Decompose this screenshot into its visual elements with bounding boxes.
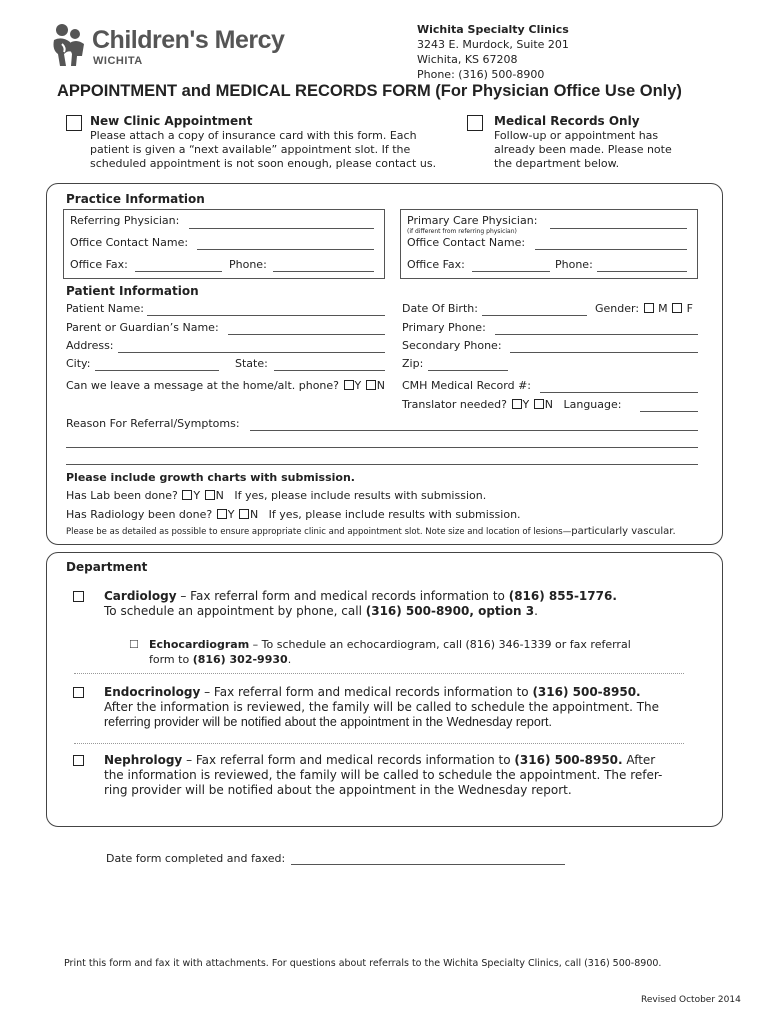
reason-field-line1[interactable] xyxy=(250,430,698,431)
new-clinic-description xyxy=(90,129,436,171)
cmh-record-label: CMH Medical Record #: xyxy=(402,379,532,392)
endo-line2: After the information is reviewed, the family will be called to schedule the appointment. The xyxy=(104,700,660,714)
new-clinic-desc-line: scheduled appointment is not soon enough, please contact us. xyxy=(90,157,437,170)
lab-note: If yes, please include results with submission. xyxy=(234,489,487,502)
yes-label: Y xyxy=(227,508,235,521)
office-contact-field-left[interactable] xyxy=(197,249,374,250)
gender-label: Gender: xyxy=(595,302,640,315)
new-clinic-label: New Clinic Appointment xyxy=(90,114,253,128)
translator-no-checkbox[interactable] xyxy=(534,399,544,409)
radiology-note: If yes, please include results with submission. xyxy=(268,508,521,521)
no-label: N xyxy=(249,508,259,521)
echo-name: Echocardiogram xyxy=(149,638,250,651)
childrens-mercy-logo xyxy=(50,22,86,68)
echo-text: – To schedule an echocardiogram, call (816) 346-1339 or fax referral xyxy=(249,638,631,651)
office-contact-label-left: Office Contact Name: xyxy=(70,236,189,249)
zip-label: Zip: xyxy=(402,357,424,370)
lab-yes-checkbox[interactable] xyxy=(182,490,192,500)
phone-label-right: Phone: xyxy=(555,258,593,271)
form-title: APPOINTMENT and MEDICAL RECORDS FORM (For Physician Office Use Only) xyxy=(57,82,682,100)
endo-line3: referring provider will be notified about the appointment in the Wednesday report. xyxy=(104,715,552,729)
cardiology-checkbox[interactable] xyxy=(73,591,84,602)
gender-m-checkbox[interactable] xyxy=(644,303,654,313)
endo-text: – Fax referral form and medical records information to xyxy=(200,685,533,699)
no-label: N xyxy=(376,379,385,392)
medical-records-label: Medical Records Only xyxy=(494,114,640,128)
cardiology-fax: (816) 855-1776. xyxy=(508,589,617,603)
clinic-address-block xyxy=(417,22,569,82)
growth-charts-note: Please include growth charts with submission. xyxy=(66,471,355,484)
phone-field-right[interactable] xyxy=(597,271,687,272)
neph-text-end: After xyxy=(622,753,656,767)
referring-physician-label: Referring Physician: xyxy=(70,214,180,227)
medical-records-desc-line: already been made. Please note xyxy=(494,143,672,156)
lab-row xyxy=(66,489,486,502)
translator-row xyxy=(402,398,621,411)
echo-block xyxy=(149,637,631,667)
cardiology-line2: To schedule an appointment by phone, call xyxy=(104,604,366,618)
guardian-name-label: Parent or Guardian’s Name: xyxy=(66,321,219,334)
reason-field-line2[interactable] xyxy=(66,447,698,448)
office-fax-label-right: Office Fax: xyxy=(407,258,465,271)
address-field[interactable] xyxy=(118,352,385,353)
new-clinic-desc-line: Please attach a copy of insurance card with this form. Each xyxy=(90,129,417,142)
lab-no-checkbox[interactable] xyxy=(205,490,215,500)
echo-end: . xyxy=(287,653,292,666)
neph-fax: (316) 500-8950. xyxy=(514,753,623,767)
endo-fax: (316) 500-8950. xyxy=(532,685,641,699)
office-fax-field-left[interactable] xyxy=(135,271,222,272)
no-label: N xyxy=(544,398,553,411)
patient-name-label: Patient Name: xyxy=(66,302,144,315)
no-label: N xyxy=(215,489,224,502)
dob-field[interactable] xyxy=(482,315,587,316)
gender-row xyxy=(595,302,693,315)
yes-label: Y xyxy=(354,379,362,392)
endocrinology-checkbox[interactable] xyxy=(73,687,84,698)
neph-text: – Fax referral form and medical records information to xyxy=(182,753,515,767)
secondary-phone-field[interactable] xyxy=(510,352,698,353)
revised-date: Revised October 2014 xyxy=(641,995,741,1005)
cmh-record-field[interactable] xyxy=(540,392,698,393)
clinic-name: Wichita Specialty Clinics xyxy=(417,23,569,36)
gender-m-label: M xyxy=(658,302,668,315)
state-label: State: xyxy=(235,357,268,370)
clinic-phone: Phone: (316) 500-8900 xyxy=(417,68,545,81)
phone-field-left[interactable] xyxy=(273,271,374,272)
radiology-no-checkbox[interactable] xyxy=(239,509,249,519)
nephrology-checkbox[interactable] xyxy=(73,755,84,766)
clinic-address-line1: 3243 E. Murdock, Suite 201 xyxy=(417,38,569,51)
lab-label: Has Lab been done? xyxy=(66,489,178,502)
radiology-row xyxy=(66,508,521,521)
secondary-phone-label: Secondary Phone: xyxy=(402,339,502,352)
print-note: Print this form and fax it with attachments. For questions about referrals to the Wichita Specialty Clinics, call (316) 500-8900. xyxy=(64,958,662,969)
clinic-address-line2: Wichita, KS 67208 xyxy=(417,53,518,66)
primary-phone-label: Primary Phone: xyxy=(402,321,486,334)
translator-yes-checkbox[interactable] xyxy=(512,399,522,409)
echo-fax: (816) 302-9930 xyxy=(192,653,288,666)
address-label: Address: xyxy=(66,339,114,352)
leave-message-yes-checkbox[interactable] xyxy=(344,380,354,390)
practice-info-title: Practice Information xyxy=(66,192,205,206)
gender-f-label: F xyxy=(686,302,693,315)
cardiology-phone: (316) 500-8900, option 3 xyxy=(365,604,535,618)
divider xyxy=(74,673,684,674)
department-title: Department xyxy=(66,560,148,574)
echo-checkbox-icon[interactable]: ☐ xyxy=(129,638,139,651)
detail-note-emphasis: particularly vascular. xyxy=(571,526,676,537)
yes-label: Y xyxy=(522,398,530,411)
new-clinic-checkbox[interactable] xyxy=(66,115,82,131)
leave-message-row xyxy=(66,379,385,392)
date-completed-field[interactable] xyxy=(291,864,565,865)
state-field[interactable] xyxy=(274,370,385,371)
if-different-note: (if different from referring physician) xyxy=(407,228,517,235)
logo-subtitle: WICHITA xyxy=(93,55,143,67)
office-contact-field-right[interactable] xyxy=(535,249,687,250)
guardian-name-field[interactable] xyxy=(228,334,385,335)
office-fax-field-right[interactable] xyxy=(472,271,550,272)
office-contact-label-right: Office Contact Name: xyxy=(407,236,526,249)
cardiology-text: – Fax referral form and medical records information to xyxy=(176,589,509,603)
endo-name: Endocrinology xyxy=(104,685,201,699)
office-fax-label-left: Office Fax: xyxy=(70,258,128,271)
medical-records-checkbox[interactable] xyxy=(467,115,483,131)
medical-records-desc-line: the department below. xyxy=(494,157,620,170)
logo-name: Children's Mercy xyxy=(92,26,285,54)
leave-message-no-checkbox[interactable] xyxy=(366,380,376,390)
language-field[interactable] xyxy=(640,411,698,412)
medical-records-desc-line: Follow-up or appointment has xyxy=(494,129,659,142)
divider xyxy=(74,743,684,744)
leave-message-label: Can we leave a message at the home/alt. phone? xyxy=(66,379,340,392)
endocrinology-block xyxy=(104,685,704,730)
cardiology-block xyxy=(104,589,704,619)
zip-field[interactable] xyxy=(428,370,508,371)
gender-f-checkbox[interactable] xyxy=(672,303,682,313)
neph-name: Nephrology xyxy=(104,753,183,767)
city-field[interactable] xyxy=(95,370,219,371)
radiology-label: Has Radiology been done? xyxy=(66,508,213,521)
new-clinic-desc-line: patient is given a “next available” appointment slot. If the xyxy=(90,143,411,156)
patient-name-field[interactable] xyxy=(147,315,385,316)
date-completed-label: Date form completed and faxed: xyxy=(106,852,286,865)
cardiology-name: Cardiology xyxy=(104,589,177,603)
medical-records-description xyxy=(494,129,672,171)
phone-label-left: Phone: xyxy=(229,258,267,271)
primary-care-field[interactable] xyxy=(550,228,687,229)
neph-line2: the information is reviewed, the family will be called to schedule the appointment. The refer- xyxy=(104,768,663,782)
yes-label: Y xyxy=(193,489,201,502)
dob-label: Date Of Birth: xyxy=(402,302,478,315)
language-label: Language: xyxy=(563,398,622,411)
city-label: City: xyxy=(66,357,91,370)
patient-info-title: Patient Information xyxy=(66,284,199,298)
reason-field-line3[interactable] xyxy=(66,464,698,465)
echo-line2: form to xyxy=(149,653,193,666)
primary-care-label: Primary Care Physician: xyxy=(407,214,538,227)
neph-line3: ring provider will be notified about the appointment in the Wednesday report. xyxy=(104,783,572,797)
translator-label: Translator needed? xyxy=(402,398,508,411)
radiology-yes-checkbox[interactable] xyxy=(217,509,227,519)
cardiology-end: . xyxy=(534,604,538,618)
detail-note-text: Please be as detailed as possible to ensure appropriate clinic and appointment slot. Note size and location of lesions— xyxy=(66,527,572,537)
referring-physician-field[interactable] xyxy=(189,228,374,229)
nephrology-block xyxy=(104,753,704,798)
primary-phone-field[interactable] xyxy=(495,334,698,335)
reason-label: Reason For Referral/Symptoms: xyxy=(66,417,240,430)
detail-note xyxy=(66,526,676,537)
